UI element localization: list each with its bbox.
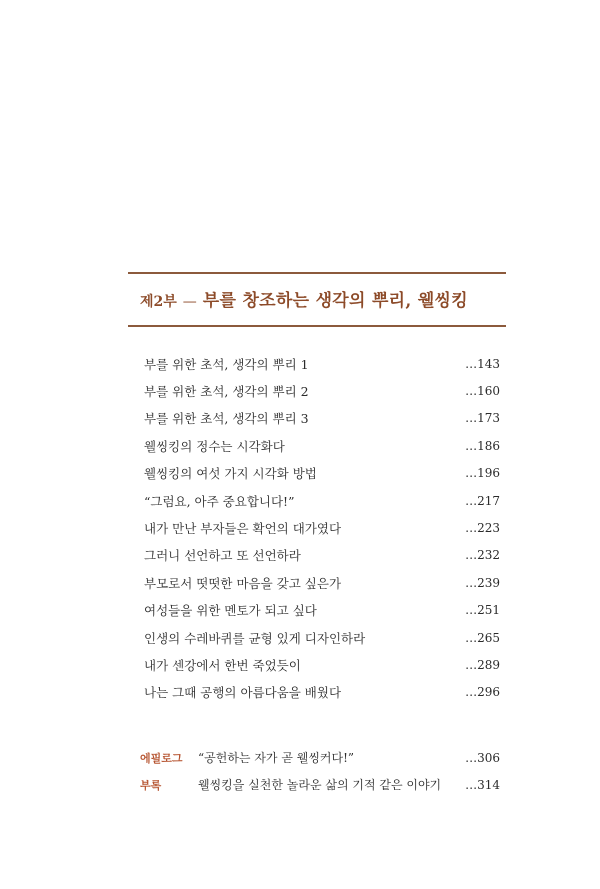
toc-entry-page: …296 <box>465 685 500 700</box>
toc-entry-title: 부를 위한 초석, 생각의 뿌리 2 <box>144 384 309 400</box>
header-rule-top <box>128 272 506 274</box>
toc-entry-title: 부를 위한 초석, 생각의 뿌리 1 <box>144 356 309 372</box>
toc-entry-title: 웰씽킹의 정수는 시각화다 <box>144 438 285 454</box>
toc-entry-title: 여성들을 위한 멘토가 되고 싶다 <box>144 603 317 619</box>
toc-entry-title: 내가 센강에서 한번 죽었듯이 <box>144 657 301 673</box>
toc-entry-page: …160 <box>465 384 500 399</box>
toc-entry-title: 그러니 선언하고 또 선언하라 <box>144 548 301 564</box>
back-matter <box>140 744 500 798</box>
toc-entry-title: 웰씽킹의 여섯 가지 시각화 방법 <box>144 466 317 482</box>
toc-entry[interactable] <box>144 350 500 377</box>
part-dash: — <box>182 294 197 310</box>
toc-entry[interactable] <box>144 514 500 541</box>
toc-entry-page: …223 <box>465 521 500 536</box>
toc-entry-page: …196 <box>465 466 500 481</box>
toc-entry[interactable] <box>144 569 500 596</box>
toc-entry[interactable] <box>144 377 500 404</box>
part-label: 제2부 <box>140 294 177 310</box>
toc-entry-page: …186 <box>465 438 500 453</box>
toc-entry-title: 인생의 수레바퀴를 균형 있게 디자인하라 <box>144 630 366 646</box>
toc-entry-page: …173 <box>465 411 500 426</box>
toc-entry-title: 내가 만난 부자들은 확언의 대가였다 <box>144 521 342 537</box>
appendix-title: 웰씽킹을 실천한 놀라운 삶의 기적 같은 이야기 <box>198 778 442 792</box>
header-rule-bottom <box>128 325 506 327</box>
toc-list <box>144 350 500 706</box>
toc-entry-page: …232 <box>465 548 500 563</box>
toc-entry[interactable] <box>144 597 500 624</box>
toc-entry[interactable] <box>144 460 500 487</box>
toc-entry[interactable] <box>144 651 500 678</box>
part-header <box>140 286 468 314</box>
appendix-entry[interactable] <box>140 771 500 798</box>
toc-entry-title: 나는 그때 공행의 아름다움을 배웠다 <box>144 685 342 701</box>
appendix-page: …314 <box>465 777 500 792</box>
toc-entry-page: …265 <box>465 630 500 645</box>
toc-entry-page: …251 <box>465 603 500 618</box>
epilogue-title: “공헌하는 자가 곧 웰씽커다!” <box>198 751 355 765</box>
toc-entry-page: …143 <box>465 356 500 371</box>
toc-entry-page: …239 <box>465 575 500 590</box>
toc-entry[interactable] <box>144 679 500 706</box>
toc-entry[interactable] <box>144 487 500 514</box>
part-title: 부를 창조하는 생각의 뿌리, 웰씽킹 <box>202 291 468 311</box>
toc-entry[interactable] <box>144 542 500 569</box>
toc-entry[interactable] <box>144 624 500 651</box>
appendix-tag: 부록 <box>140 778 162 792</box>
toc-entry[interactable] <box>144 405 500 432</box>
epilogue-entry[interactable] <box>140 744 500 771</box>
toc-entry-title: 부를 위한 초석, 생각의 뿌리 3 <box>144 411 309 427</box>
epilogue-page: …306 <box>465 750 500 765</box>
toc-entry-title: 부모로서 떳떳한 마음을 갖고 싶은가 <box>144 575 342 591</box>
toc-entry-page: …217 <box>465 493 500 508</box>
toc-entry-page: …289 <box>465 657 500 672</box>
epilogue-tag: 에필로그 <box>140 751 183 765</box>
toc-entry-title: “그럼요, 아주 중요합니다!” <box>144 493 295 509</box>
toc-entry[interactable] <box>144 432 500 459</box>
